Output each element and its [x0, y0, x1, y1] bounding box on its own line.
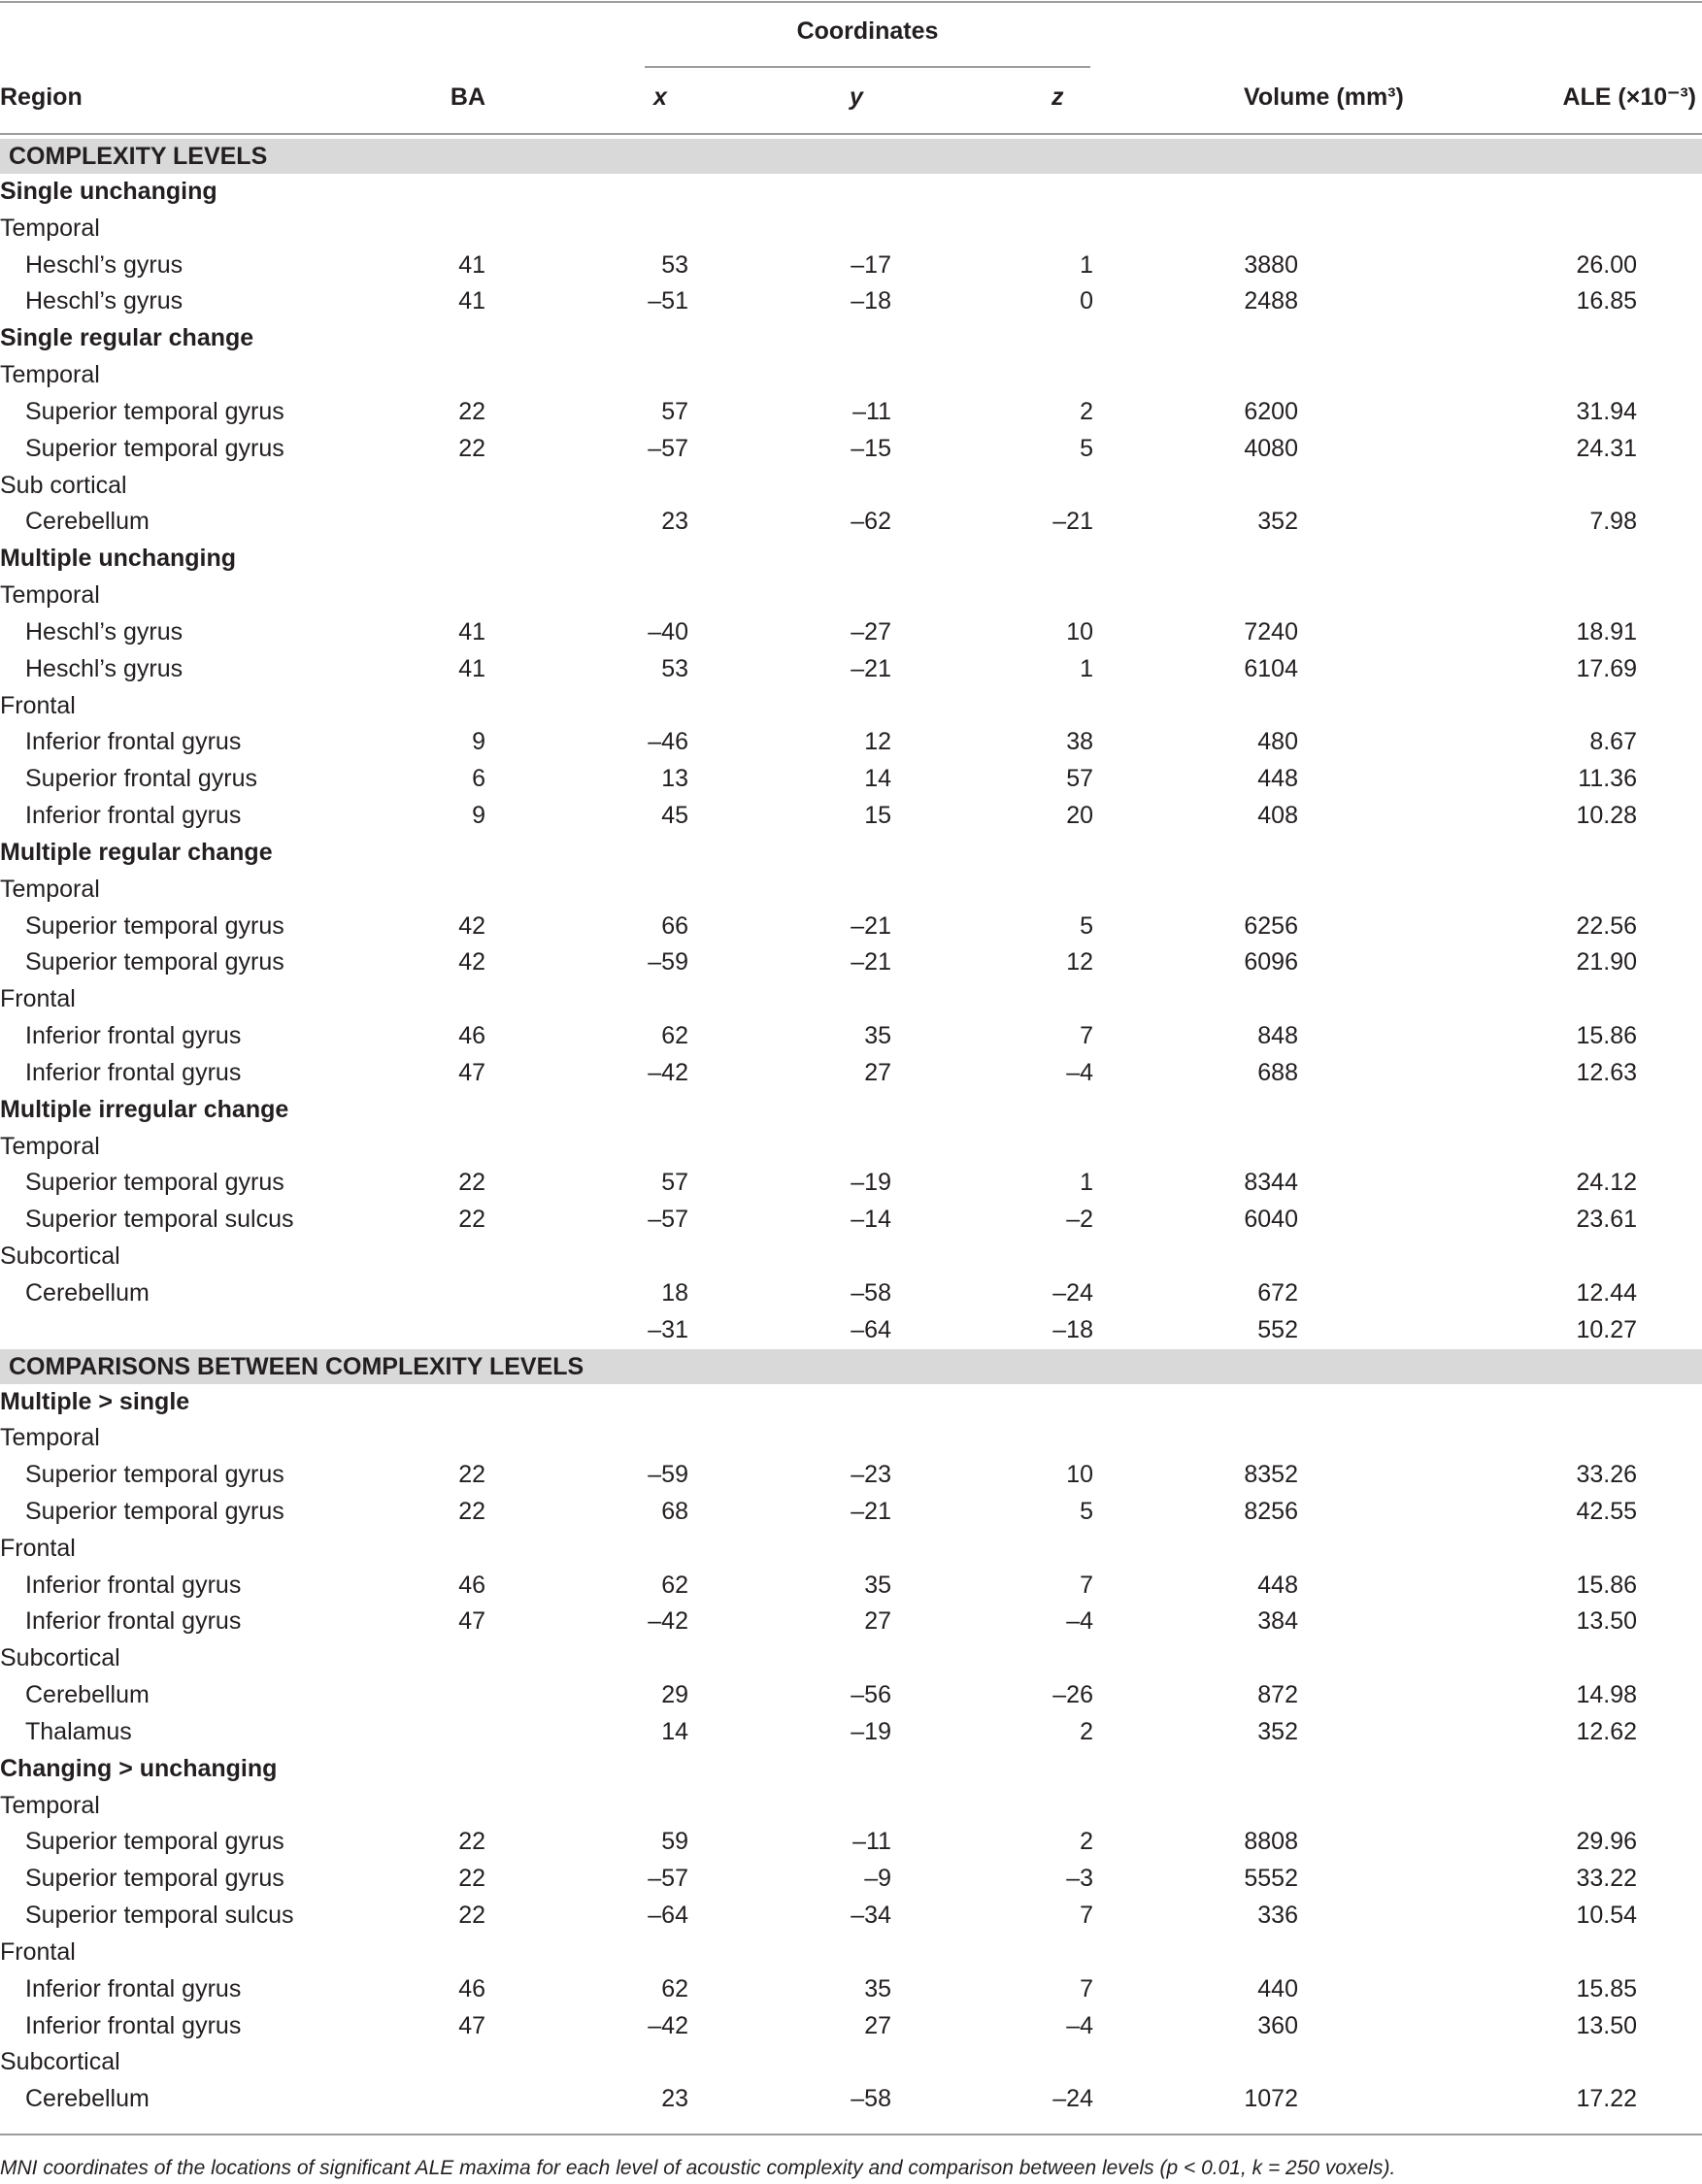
y-cell: –15 [851, 434, 891, 462]
ale-cell: 8.67 [1589, 728, 1637, 756]
ba-cell: 22 [458, 1902, 485, 1930]
y-cell: –23 [851, 1461, 891, 1489]
ale-cell: 10.54 [1576, 1902, 1637, 1930]
group-row [0, 1092, 1702, 1129]
y-cell: –58 [851, 2085, 891, 2113]
x-cell: 62 [661, 1022, 688, 1050]
region-cell: Inferior frontal gyrus [25, 1571, 242, 1599]
top-rule [0, 1, 1702, 3]
ale-cell: 12.44 [1576, 1278, 1637, 1307]
volume-cell: 5552 [1244, 1865, 1298, 1893]
table-row [0, 1714, 1702, 1751]
ba-cell: 42 [458, 948, 485, 976]
y-cell: –18 [851, 287, 891, 315]
table-row [0, 1568, 1702, 1605]
subgroup-row [0, 981, 1702, 1018]
y-cell: 27 [864, 2011, 891, 2039]
x-cell: 66 [661, 911, 688, 940]
volume-cell: 352 [1257, 1717, 1298, 1745]
x-cell: –57 [648, 434, 688, 462]
region-cell: Superior temporal gyrus [25, 1865, 284, 1893]
volume-cell: 336 [1257, 1902, 1298, 1930]
subgroup-row [0, 468, 1702, 505]
ba-cell: 47 [458, 1058, 485, 1086]
y-cell: –27 [851, 617, 891, 645]
ale-cell: 24.12 [1576, 1169, 1637, 1197]
subgroup-row [0, 1420, 1702, 1457]
region-cell: Superior temporal gyrus [25, 1169, 284, 1197]
region-cell: Inferior frontal gyrus [25, 1058, 242, 1086]
region-cell: Inferior frontal gyrus [25, 1974, 242, 2002]
ale-cell: 7.98 [1589, 508, 1637, 536]
table-row [0, 1018, 1702, 1055]
z-cell: –4 [1066, 2011, 1093, 2039]
volume-cell: 352 [1257, 508, 1298, 536]
z-cell: –4 [1066, 1058, 1093, 1086]
z-cell: –24 [1052, 1278, 1093, 1307]
ale-cell: 12.62 [1576, 1717, 1637, 1745]
region-cell: Superior temporal sulcus [25, 1206, 294, 1234]
z-cell: –24 [1052, 2085, 1093, 2113]
y-cell: –21 [851, 654, 891, 682]
region-cell: Superior frontal gyrus [25, 765, 258, 793]
ba-cell: 22 [458, 1497, 485, 1525]
y-cell: 27 [864, 1607, 891, 1636]
region-cell: Superior temporal gyrus [25, 1497, 284, 1525]
x-cell: –64 [648, 1902, 688, 1930]
header-region: Region [0, 83, 83, 111]
subgroup-row [0, 1935, 1702, 1971]
region-cell: Inferior frontal gyrus [25, 1022, 242, 1050]
x-cell: 68 [661, 1497, 688, 1525]
ba-cell: 46 [458, 1974, 485, 2002]
volume-cell: 8344 [1244, 1169, 1298, 1197]
z-cell: 1 [1080, 1169, 1093, 1197]
region-cell: Heschl’s gyrus [25, 617, 184, 645]
volume-cell: 688 [1257, 1058, 1298, 1086]
ale-cell: 33.26 [1576, 1461, 1637, 1489]
subgroup-label: Temporal [0, 1424, 100, 1452]
volume-cell: 848 [1257, 1022, 1298, 1050]
coordinates-header: Coordinates [796, 17, 939, 45]
ba-cell: 22 [458, 434, 485, 462]
subgroup-label: Sub cortical [0, 471, 127, 499]
table-row [0, 1275, 1702, 1312]
group-row [0, 1384, 1702, 1421]
z-cell: 2 [1080, 1717, 1093, 1745]
ba-cell: 22 [458, 1169, 485, 1197]
volume-cell: 2488 [1244, 287, 1298, 315]
x-cell: 59 [661, 1828, 688, 1856]
y-cell: –17 [851, 250, 891, 279]
subgroup-row [0, 357, 1702, 394]
y-cell: –11 [852, 1828, 891, 1856]
z-cell: –3 [1066, 1865, 1093, 1893]
table-caption: MNI coordinates of the locations of significant ALE maxima for each level of acoustic complexity and comparison between levels (p < 0.01, k = 250 voxels). [0, 2157, 1396, 2179]
ba-cell: 46 [458, 1571, 485, 1599]
x-cell: 57 [661, 1169, 688, 1197]
header-z: z [1051, 83, 1064, 111]
subgroup-row [0, 872, 1702, 909]
table-row [0, 1202, 1702, 1239]
ba-cell: 22 [458, 1206, 485, 1234]
z-cell: –26 [1052, 1681, 1093, 1709]
volume-cell: 6200 [1244, 397, 1298, 425]
x-cell: –59 [648, 948, 688, 976]
bottom-rule [0, 2134, 1702, 2135]
ale-cell: 17.69 [1576, 654, 1637, 682]
volume-cell: 6104 [1244, 654, 1298, 682]
z-cell: 7 [1080, 1571, 1093, 1599]
volume-cell: 408 [1257, 802, 1298, 830]
y-cell: –14 [851, 1206, 891, 1234]
table-row [0, 2008, 1702, 2045]
header-y: y [850, 83, 863, 111]
x-cell: 57 [661, 397, 688, 425]
volume-cell: 872 [1257, 1681, 1298, 1709]
table-row [0, 761, 1702, 798]
region-cell: Inferior frontal gyrus [25, 802, 242, 830]
subgroup-label: Frontal [0, 691, 76, 719]
x-cell: –57 [648, 1865, 688, 1893]
volume-cell: 1072 [1244, 2085, 1298, 2113]
ba-cell: 47 [458, 2011, 485, 2039]
x-cell: 14 [661, 1717, 688, 1745]
volume-cell: 448 [1257, 765, 1298, 793]
group-row [0, 320, 1702, 357]
z-cell: 7 [1080, 1974, 1093, 2002]
y-cell: –34 [851, 1902, 891, 1930]
y-cell: 27 [864, 1058, 891, 1086]
volume-cell: 480 [1257, 728, 1298, 756]
ba-cell: 22 [458, 1828, 485, 1856]
x-cell: –40 [648, 617, 688, 645]
y-cell: –19 [851, 1717, 891, 1745]
subgroup-row [0, 1531, 1702, 1568]
ale-cell: 15.85 [1576, 1974, 1637, 2002]
table-row [0, 1824, 1702, 1861]
table-row [0, 1165, 1702, 1202]
subgroup-label: Subcortical [0, 2048, 120, 2076]
ale-cell: 11.36 [1578, 765, 1637, 793]
ba-cell: 41 [458, 654, 485, 682]
volume-cell: 8808 [1244, 1828, 1298, 1856]
y-cell: 35 [864, 1974, 891, 2002]
region-cell: Cerebellum [25, 1278, 150, 1307]
ale-cell: 29.96 [1576, 1828, 1637, 1856]
ale-cell: 10.27 [1576, 1315, 1637, 1343]
subgroup-row [0, 1640, 1702, 1677]
y-cell: –11 [852, 397, 891, 425]
group-label: Changing > unchanging [0, 1754, 278, 1782]
group-row [0, 541, 1702, 578]
table-row [0, 651, 1702, 688]
z-cell: 0 [1080, 287, 1093, 315]
ale-cell: 21.90 [1576, 948, 1637, 976]
y-cell: –64 [851, 1315, 891, 1343]
ale-cell: 26.00 [1576, 250, 1637, 279]
ba-cell: 41 [458, 617, 485, 645]
ba-cell: 42 [458, 911, 485, 940]
ba-cell: 9 [472, 802, 485, 830]
region-cell: Superior temporal gyrus [25, 948, 284, 976]
volume-cell: 4080 [1244, 434, 1298, 462]
ale-cell: 10.28 [1576, 802, 1637, 830]
table-row [0, 1604, 1702, 1640]
region-cell: Inferior frontal gyrus [25, 728, 242, 756]
ba-cell: 22 [458, 1865, 485, 1893]
table-row [0, 614, 1702, 651]
subgroup-row [0, 578, 1702, 614]
volume-cell: 6256 [1244, 911, 1298, 940]
y-cell: –21 [851, 1497, 891, 1525]
header-rule [0, 133, 1702, 135]
z-cell: –2 [1066, 1206, 1093, 1234]
group-label: Multiple unchanging [0, 545, 237, 573]
volume-cell: 7240 [1244, 617, 1298, 645]
z-cell: 5 [1080, 434, 1093, 462]
subgroup-label: Temporal [0, 875, 100, 903]
coordinates-underline [645, 66, 1090, 68]
x-cell: 23 [661, 2085, 688, 2113]
region-cell: Superior temporal gyrus [25, 1828, 284, 1856]
subgroup-label: Temporal [0, 361, 100, 389]
subgroup-row [0, 688, 1702, 725]
table-row [0, 798, 1702, 835]
ba-cell: 46 [458, 1022, 485, 1050]
volume-cell: 672 [1257, 1278, 1298, 1307]
x-cell: –51 [648, 287, 688, 315]
x-cell: –42 [648, 1058, 688, 1086]
table-row [0, 394, 1702, 431]
subgroup-row [0, 1788, 1702, 1825]
x-cell: 29 [661, 1681, 688, 1709]
ale-cell: 18.91 [1576, 617, 1637, 645]
ale-cell: 17.22 [1576, 2085, 1637, 2113]
ale-cell: 15.86 [1576, 1022, 1637, 1050]
x-cell: 62 [661, 1571, 688, 1599]
subgroup-label: Temporal [0, 1132, 100, 1160]
z-cell: 1 [1080, 654, 1093, 682]
y-cell: –62 [851, 508, 891, 536]
volume-cell: 3880 [1244, 250, 1298, 279]
z-cell: 2 [1080, 397, 1093, 425]
table-row [0, 1861, 1702, 1898]
volume-cell: 384 [1257, 1607, 1298, 1636]
region-cell: Cerebellum [25, 2085, 150, 2113]
ba-cell: 9 [472, 728, 485, 756]
volume-cell: 360 [1257, 2011, 1298, 2039]
region-cell: Superior temporal gyrus [25, 434, 284, 462]
subgroup-label: Frontal [0, 985, 76, 1013]
y-cell: 12 [864, 728, 891, 756]
table-row [0, 909, 1702, 945]
ale-cell: 42.55 [1576, 1497, 1637, 1525]
z-cell: –4 [1066, 1607, 1093, 1636]
z-cell: 1 [1080, 250, 1093, 279]
header-ba: BA [450, 83, 485, 111]
x-cell: 23 [661, 508, 688, 536]
x-cell: –42 [648, 1607, 688, 1636]
table-row [0, 1055, 1702, 1092]
y-cell: –56 [851, 1681, 891, 1709]
y-cell: 35 [864, 1022, 891, 1050]
table-row [0, 724, 1702, 761]
y-cell: –9 [864, 1865, 891, 1893]
table-row [0, 2081, 1702, 2118]
ba-cell: 22 [458, 397, 485, 425]
volume-cell: 8352 [1244, 1461, 1298, 1489]
ale-cell: 31.94 [1576, 397, 1637, 425]
x-cell: 53 [661, 654, 688, 682]
group-label: Multiple irregular change [0, 1095, 289, 1123]
subgroup-label: Frontal [0, 1534, 76, 1562]
header-ale: ALE (×10⁻³) [1562, 83, 1696, 111]
region-cell: Cerebellum [25, 1681, 150, 1709]
z-cell: 7 [1080, 1022, 1093, 1050]
z-cell: –21 [1052, 508, 1093, 536]
region-cell: Inferior frontal gyrus [25, 1607, 242, 1636]
subgroup-row [0, 1239, 1702, 1275]
x-cell: –59 [648, 1461, 688, 1489]
subgroup-label: Temporal [0, 214, 100, 242]
volume-cell: 552 [1257, 1315, 1298, 1343]
group-label: Multiple regular change [0, 838, 273, 866]
volume-cell: 8256 [1244, 1497, 1298, 1525]
z-cell: 20 [1066, 802, 1093, 830]
ale-cell: 23.61 [1576, 1206, 1637, 1234]
y-cell: –21 [851, 948, 891, 976]
section-band: COMPARISONS BETWEEN COMPLEXITY LEVELS [0, 1349, 1702, 1384]
header-x: x [653, 83, 667, 111]
table-row [0, 504, 1702, 541]
section-band: COMPLEXITY LEVELS [0, 139, 1702, 174]
ale-cell: 16.85 [1576, 287, 1637, 315]
region-cell: Superior temporal gyrus [25, 1461, 284, 1489]
ale-cell: 13.50 [1576, 2011, 1637, 2039]
y-cell: 35 [864, 1571, 891, 1599]
z-cell: 5 [1080, 911, 1093, 940]
subgroup-label: Temporal [0, 581, 100, 610]
x-cell: 53 [661, 250, 688, 279]
ba-cell: 6 [472, 765, 485, 793]
y-cell: –58 [851, 1278, 891, 1307]
group-row [0, 835, 1702, 872]
y-cell: –19 [851, 1169, 891, 1197]
subgroup-label: Temporal [0, 1791, 100, 1819]
volume-cell: 6096 [1244, 948, 1298, 976]
x-cell: –57 [648, 1206, 688, 1234]
ale-cell: 15.86 [1576, 1571, 1637, 1599]
ba-cell: 41 [458, 250, 485, 279]
group-row [0, 1751, 1702, 1788]
group-label: Multiple > single [0, 1387, 190, 1415]
table-row [0, 1457, 1702, 1494]
z-cell: 10 [1066, 617, 1093, 645]
table-row [0, 248, 1702, 284]
x-cell: –31 [648, 1315, 688, 1343]
ale-cell: 14.98 [1576, 1681, 1637, 1709]
x-cell: –42 [648, 2011, 688, 2039]
volume-cell: 6040 [1244, 1206, 1298, 1234]
z-cell: 10 [1066, 1461, 1093, 1489]
x-cell: –46 [648, 728, 688, 756]
table-row [0, 1312, 1702, 1349]
z-cell: 12 [1066, 948, 1093, 976]
region-cell: Cerebellum [25, 508, 150, 536]
z-cell: 57 [1066, 765, 1093, 793]
subgroup-label: Subcortical [0, 1644, 120, 1672]
region-cell: Thalamus [25, 1717, 132, 1745]
table-row [0, 431, 1702, 468]
table-body [0, 139, 1702, 2118]
table-row [0, 1677, 1702, 1714]
ba-cell: 47 [458, 1607, 485, 1636]
x-cell: 13 [661, 765, 688, 793]
volume-cell: 448 [1257, 1571, 1298, 1599]
subgroup-label: Frontal [0, 1937, 76, 1966]
region-cell: Superior temporal gyrus [25, 397, 284, 425]
ba-cell: 22 [458, 1461, 485, 1489]
y-cell: –21 [851, 911, 891, 940]
region-cell: Inferior frontal gyrus [25, 2011, 242, 2039]
y-cell: 14 [864, 765, 891, 793]
x-cell: 62 [661, 1974, 688, 2002]
region-cell: Heschl’s gyrus [25, 287, 184, 315]
region-cell: Heschl’s gyrus [25, 654, 184, 682]
table-row [0, 944, 1702, 981]
column-header-row [0, 83, 1702, 112]
table-row [0, 283, 1702, 320]
ba-cell: 41 [458, 287, 485, 315]
volume-cell: 440 [1257, 1974, 1298, 2002]
table-row [0, 1494, 1702, 1531]
z-cell: 7 [1080, 1902, 1093, 1930]
z-cell: 38 [1066, 728, 1093, 756]
subgroup-label: Subcortical [0, 1242, 120, 1271]
subgroup-row [0, 1129, 1702, 1166]
table-row [0, 1971, 1702, 2008]
region-cell: Superior temporal sulcus [25, 1902, 294, 1930]
ale-cell: 33.22 [1576, 1865, 1637, 1893]
x-cell: 45 [661, 802, 688, 830]
region-cell: Heschl’s gyrus [25, 250, 184, 279]
y-cell: 15 [864, 802, 891, 830]
x-cell: 18 [661, 1278, 688, 1307]
ale-cell: 12.63 [1576, 1058, 1637, 1086]
header-volume: Volume (mm³) [1244, 83, 1404, 111]
group-label: Single regular change [0, 324, 254, 352]
ale-cell: 13.50 [1576, 1607, 1637, 1636]
group-row [0, 174, 1702, 211]
subgroup-row [0, 211, 1702, 248]
group-label: Single unchanging [0, 178, 217, 205]
region-cell: Superior temporal gyrus [25, 911, 284, 940]
ale-cell: 24.31 [1576, 434, 1637, 462]
subgroup-row [0, 2044, 1702, 2081]
z-cell: 2 [1080, 1828, 1093, 1856]
z-cell: –18 [1052, 1315, 1093, 1343]
ale-cell: 22.56 [1576, 911, 1637, 940]
table-row [0, 1898, 1702, 1935]
z-cell: 5 [1080, 1497, 1093, 1525]
